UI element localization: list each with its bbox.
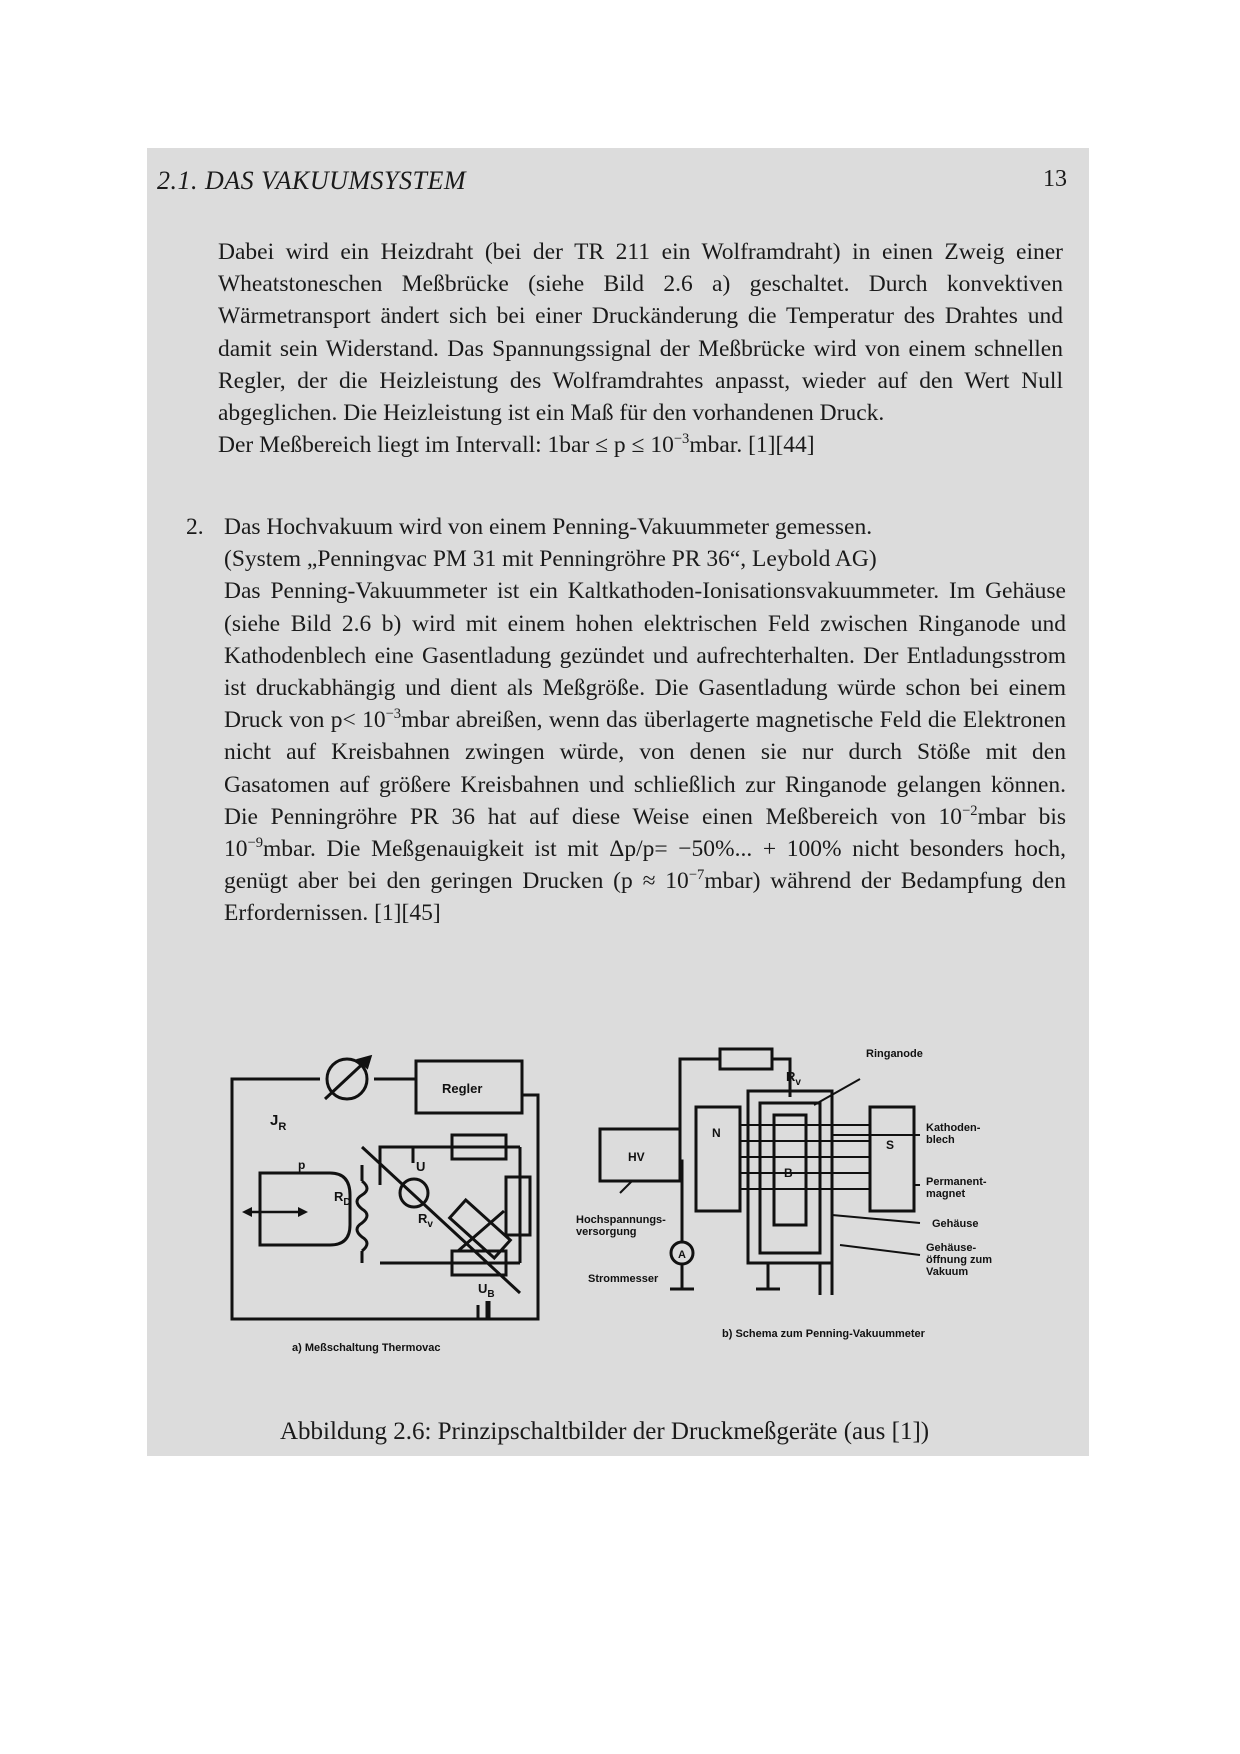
- label-kathoden-1: Kathoden-: [926, 1122, 981, 1134]
- label-kathoden-2: blech: [926, 1134, 955, 1146]
- label-oeffnung-3: Vakuum: [926, 1266, 969, 1278]
- item-line-2: (System „Penningvac PM 31 mit Penningröhre PR 36“, Leybold AG): [224, 546, 877, 573]
- label-n: N: [712, 1126, 721, 1140]
- diagram-penning: [600, 1049, 920, 1295]
- label-oeffnung-1: Gehäuse-: [926, 1242, 977, 1254]
- voltmeter-icon: [400, 1179, 428, 1207]
- label-rd: R: [334, 1189, 344, 1204]
- running-header: [157, 166, 1067, 200]
- label-b-field: B: [784, 1166, 793, 1180]
- diagram-thermovac: [232, 1057, 538, 1319]
- range-line: Der Meßbereich liegt im Intervall: $1bar \le p \le 10^{-3}mbar$. [1][44]: [218, 431, 815, 459]
- item-line-1: Das Hochvakuum wird von einem Penning-Vakuummeter gemessen.: [224, 514, 873, 540]
- label-b-rv: R: [786, 1069, 796, 1084]
- caption-b: b) Schema zum Penning-Vakuummeter: [722, 1328, 925, 1340]
- label-regler: Regler: [442, 1081, 483, 1096]
- label-p: p: [298, 1158, 306, 1172]
- label-permanent-2: magnet: [926, 1188, 966, 1200]
- svg-text:Rv: $R_v$: [786, 1069, 801, 1088]
- label-oeffnung-2: öffnung zum: [926, 1254, 992, 1266]
- label-u: U: [416, 1159, 426, 1174]
- label-rv: R: [418, 1211, 428, 1226]
- resistor-rv: [720, 1049, 772, 1069]
- label-hochspannung-2: versorgung: [576, 1226, 637, 1238]
- bridge-resistor-right: [506, 1177, 530, 1235]
- section-title: 2.1. DAS VAKUUMSYSTEM: [157, 166, 467, 195]
- svg-text:UB: $U_B$: [478, 1281, 495, 1300]
- body-text: [218, 236, 1063, 461]
- magnet-n: [696, 1107, 740, 1211]
- svg-text:JR: $J_R$: [270, 1112, 287, 1133]
- label-gehaeuse: Gehäuse: [932, 1218, 979, 1230]
- label-ub: U: [478, 1281, 488, 1296]
- magnet-s: [870, 1107, 914, 1211]
- svg-text:RD: $R_D$: [334, 1189, 351, 1208]
- label-strommesser: Strommesser: [588, 1273, 659, 1285]
- list-number: 2.: [186, 514, 204, 540]
- heating-coil: [357, 1181, 367, 1251]
- list-item-text: [224, 511, 1066, 930]
- figure-caption: Abbildung 2.6: Prinzipschaltbilder der Druckmeßgeräte (aus [1]): [280, 1418, 930, 1445]
- svg-text:Rv: $R_v$: [418, 1211, 433, 1230]
- label-ammeter: A: [678, 1249, 686, 1261]
- paragraph-thermovac: Dabei wird ein Heizdraht (bei der TR 211 ein Wolframdraht) in einen Zweig einer Wheatstoneschen Meßbrücke (siehe Bild 2.6 a) geschaltet. Durch konvektiven Wärmetransport ändert sich bei einer Druckänderung die Temperatur des Drahtes und damit sein Widerstand. Das Spannungssignal der Meßbrücke wird von einem schnellen Regler, der die Heizleistung des Wolframdrahtes anpasst, wieder auf den Wert Null abgeglichen. Die Heizleistung ist ein Maß für den vorhandenen Druck.: [218, 239, 1063, 427]
- label-j: J: [270, 1112, 279, 1129]
- caption-a: a) Meßschaltung Thermovac: [292, 1342, 441, 1354]
- label-ringanode: Ringanode: [866, 1048, 923, 1060]
- item-paragraph-penning: Das Penning-Vakuummeter ist ein Kaltkathoden-Ionisationsvakuummeter. Im Gehäuse (siehe Bild 2.6 b) wird mit einem hohen elektrischen Feld zwischen Ringanode und Kathodenblech eine Gasentladung gezündet und aufrechterhalten. Der Entladungsstrom ist druckabhängig und dient als Meßgröße. Die Gasentladung würde schon bei einem Druck von $p< 10^{-3}mbar$ abreißen, wenn das überlagerte magnetische Feld die Elektronen nicht auf Kreisbahnen zwingen würde, von denen sie nur durch Stöße mit den Gasatomen auf größere Kreisbahnen und schließlich zur Ringanode gelangen können. Die Penningröhre PR 36 hat auf diese Weise einen Meßbereich von $10^{-2}mbar$ bis $10^{-9}mbar$. Die Meßgenauigkeit ist mit Δp/p= −50%... + 100% nicht besonders hoch, genügt aber bei den geringen Drucken $(p \approx 10^{-7}mbar)$ während der Bedampfung den Erfordernissen. [1][45]: [224, 578, 1066, 927]
- label-hv: HV: [628, 1150, 645, 1164]
- label-hochspannung-1: Hochspannungs-: [576, 1214, 666, 1226]
- figure-circuits: [220, 1045, 1090, 1355]
- label-permanent-1: Permanent-: [926, 1176, 987, 1188]
- page-number: 13: [1043, 166, 1067, 192]
- label-s: S: [886, 1138, 895, 1152]
